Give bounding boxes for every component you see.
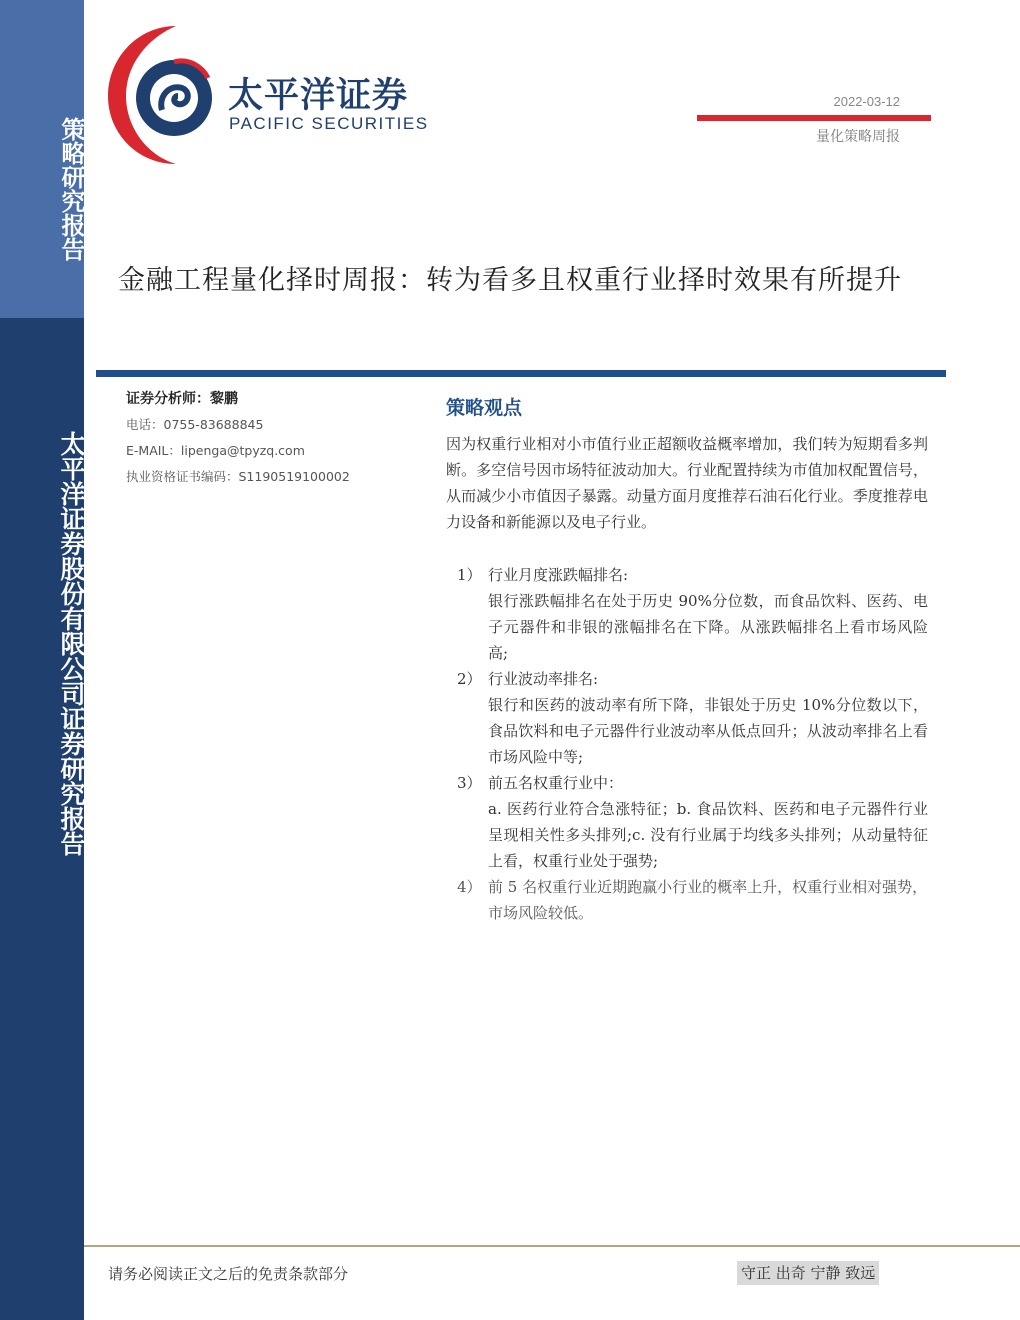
header-red-bar (697, 115, 931, 121)
disclaimer-notice: 请务必阅读正文之后的免责条款部分 (108, 1265, 349, 1283)
analyst-phone: 电话：0755-83688845 (126, 417, 264, 432)
strategy-heading: 策略观点 (446, 397, 523, 419)
list-item (446, 874, 928, 926)
list-item-number: 1） (457, 566, 482, 584)
pacific-securities-logo-icon (104, 22, 216, 168)
list-item-heading: 前 5 名权重行业近期跑赢小行业的概率上升，权重行业相对强势，市场风险较低。 (488, 878, 928, 922)
sidebar-report-category: 策略研究报告 (57, 117, 86, 261)
analyst-block (126, 388, 416, 490)
list-item-heading: 行业波动率排名: (488, 670, 599, 688)
brand-name-en: PACIFIC SECURITIES (229, 114, 429, 133)
list-item-number: 4） (457, 878, 482, 896)
list-item-body: 银行和医药的波动率有所下降，非银处于历史 10%分位数以下，食品饮料和电子元器件行业波动率从低点回升；从波动率排名上看市场风险中等; (488, 696, 928, 766)
report-date: 2022-03-12 (833, 94, 900, 109)
analyst-email: E-MAIL：lipenga@tpyzq.com (126, 443, 305, 458)
list-item-number: 3） (457, 774, 482, 792)
strategy-intro: 因为权重行业相对小市值行业正超额收益概率增加，我们转为短期看多判断。多空信号因市场特征波动加大。行业配置持续为市值加权配置信号，从而减少小市值因子暴露。动量方面月度推荐石油石化行业。季度推荐电力设备和新能源以及电子行业。 (446, 435, 928, 531)
strategy-list (446, 562, 928, 926)
list-item-body: 银行涨跌幅排名在处于历史 90%分位数，而食品饮料、医药、电子元器件和非银的涨幅排名在下降。从涨跌幅排名上看市场风险高; (488, 592, 928, 662)
list-item-heading: 行业月度涨跌幅排名: (488, 566, 629, 584)
analyst-name: 证券分析师：黎鹏 (126, 391, 238, 407)
title-divider (96, 370, 946, 377)
brand-name-cn: 太平洋证券 (228, 76, 409, 116)
company-motto: 守正 出奇 宁静 致远 (737, 1261, 879, 1285)
footer-divider (84, 1245, 1020, 1247)
list-item-body: a. 医药行业符合急涨特征；b. 食品饮料、医药和电子元器件行业呈现相关性多头排列;c. 没有行业属于均线多头排列；从动量特征上看，权重行业处于强势; (488, 800, 928, 870)
list-item (446, 666, 928, 770)
list-item (446, 770, 928, 874)
list-item-heading: 前五名权重行业中： (488, 774, 624, 792)
analyst-license: 执业资格证书编码：S1190519100002 (126, 469, 350, 484)
list-item (446, 562, 928, 666)
report-title: 金融工程量化择时周报：转为看多且权重行业择时效果有所提升 (118, 265, 902, 296)
report-type: 量化策略周报 (816, 129, 900, 145)
list-item-number: 2） (457, 670, 482, 688)
sidebar-company-label: 太平洋证券股份有限公司证券研究报告 (57, 430, 86, 856)
